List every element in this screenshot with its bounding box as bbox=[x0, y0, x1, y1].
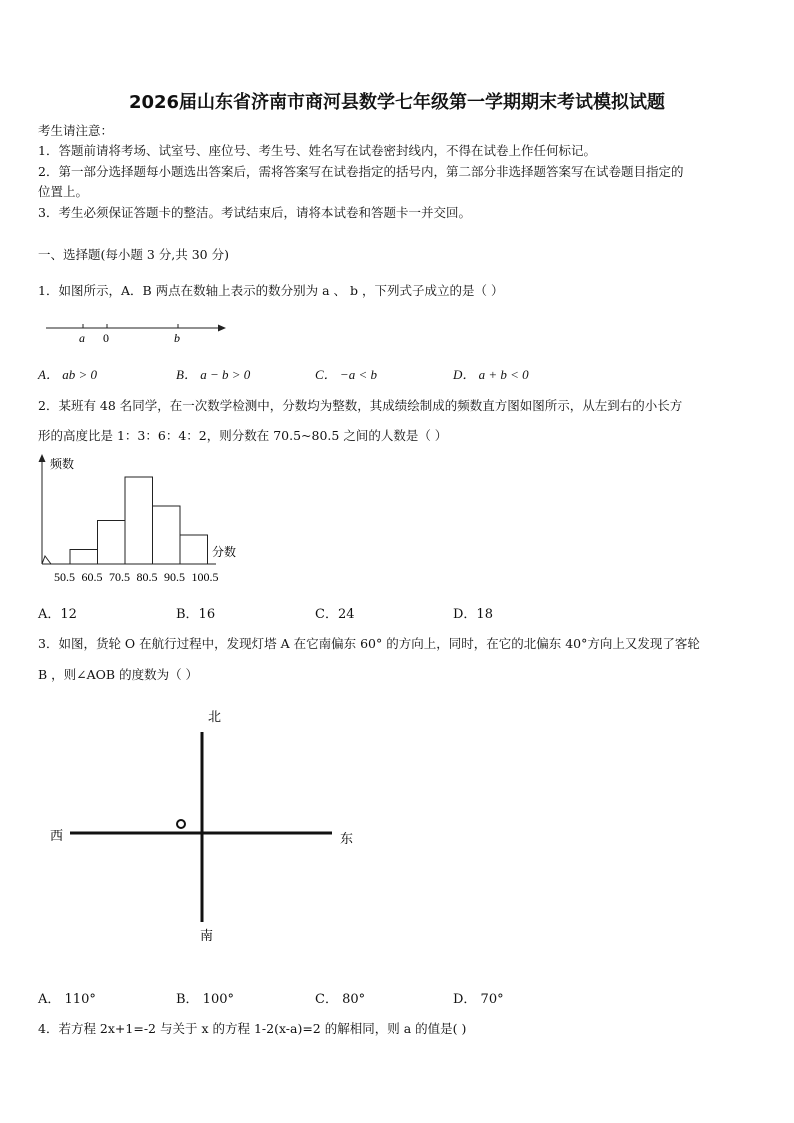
notice-item-1: 1．答题前请将考场、试室号、座位号、考生号、姓名写在试卷密封线内，不得在试卷上作任何标记。 bbox=[38, 143, 596, 158]
x-tick-label: 90.5 bbox=[164, 570, 185, 584]
y-axis-label: 频数 bbox=[50, 457, 75, 471]
q1-option-d: D． a + b < 0 bbox=[453, 367, 529, 382]
q1-number-line bbox=[40, 312, 240, 348]
histogram-bar-5 bbox=[180, 535, 208, 564]
histogram bbox=[32, 452, 252, 588]
q3-option-d: D． 70° bbox=[453, 992, 504, 1007]
notice-heading: 考生请注意： bbox=[38, 123, 114, 138]
q4-stem: 4．若方程 2x+1=-2 与关于 x 的方程 1-2(x-a)=2 的解相同，则 a 的值是( ) bbox=[38, 1021, 467, 1036]
section-heading: 一、选择题(每小题 3 分,共 30 分) bbox=[38, 247, 229, 262]
q3-option-c: C． 80° bbox=[315, 992, 366, 1007]
histogram-bar-3 bbox=[125, 477, 153, 564]
histogram-bar-4 bbox=[153, 506, 181, 564]
q1-option-a: A． ab > 0 bbox=[38, 367, 97, 382]
q2-option-a: A．12 bbox=[38, 607, 77, 622]
east-label: 东 bbox=[340, 831, 354, 846]
west-label: 西 bbox=[50, 828, 64, 843]
q1-stem: 1．如图所示，A．B 两点在数轴上表示的数分别为 a 、 b ，下列式子成立的是（ ） bbox=[38, 283, 504, 298]
south-label: 南 bbox=[200, 928, 214, 943]
north-label: 北 bbox=[208, 709, 222, 724]
q1-option-c: C． −a < b bbox=[315, 367, 377, 382]
origin-point bbox=[177, 820, 185, 828]
q1-option-b: B． a − b > 0 bbox=[176, 367, 251, 382]
axis-label-zero: 0 bbox=[103, 331, 109, 345]
x-tick-label: 50.5 bbox=[54, 570, 75, 584]
q3-option-b: B． 100° bbox=[176, 992, 234, 1007]
q2-option-b: B．16 bbox=[176, 607, 216, 622]
q2-option-c: C．24 bbox=[315, 607, 355, 622]
q2-stem-line2: 形的高度比是 1：3：6：4：2，则分数在 70.5~80.5 之间的人数是（ ） bbox=[38, 428, 448, 443]
q3-stem-line1: 3．如图，货轮 O 在航行过程中，发现灯塔 A 在它南偏东 60° 的方向上，同时，在它的北偏东 40°方向上又发现了客轮 bbox=[38, 636, 700, 651]
axis-label-b: b bbox=[174, 331, 180, 345]
x-axis-label: 分数 bbox=[212, 545, 237, 559]
axis-label-a: a bbox=[79, 331, 85, 345]
notice-item-2: 2．第一部分选择题每小题选出答案后，需将答案写在试卷指定的括号内，第二部分非选择题答案写在试卷题目指定的 bbox=[38, 164, 684, 179]
x-tick-label: 100.5 bbox=[191, 570, 219, 584]
x-tick-label: 70.5 bbox=[109, 570, 130, 584]
q2-option-d: D．18 bbox=[453, 607, 493, 622]
notice-item-2-cont: 位置上。 bbox=[38, 184, 89, 199]
notice-item-3: 3．考生必须保证答题卡的整洁。考试结束后，请将本试卷和答题卡一并交回。 bbox=[38, 205, 471, 220]
q3-stem-line2: B ，则∠AOB 的度数为（ ） bbox=[38, 667, 199, 682]
histogram-bar-2 bbox=[98, 521, 126, 565]
q2-stem-line1: 2．某班有 48 名同学，在一次数学检测中，分数均为整数，其成绩绘制成的频数直方图如图所示，从左到右的小长方 bbox=[38, 398, 683, 413]
histogram-bar-1 bbox=[70, 550, 98, 565]
compass-diagram bbox=[40, 700, 370, 950]
page-title: 2026届山东省济南市商河县数学七年级第一学期期末考试模拟试题 bbox=[128, 92, 666, 113]
x-tick-label: 60.5 bbox=[81, 570, 103, 584]
q3-option-a: A． 110° bbox=[38, 992, 96, 1007]
x-tick-label: 80.5 bbox=[136, 570, 158, 584]
